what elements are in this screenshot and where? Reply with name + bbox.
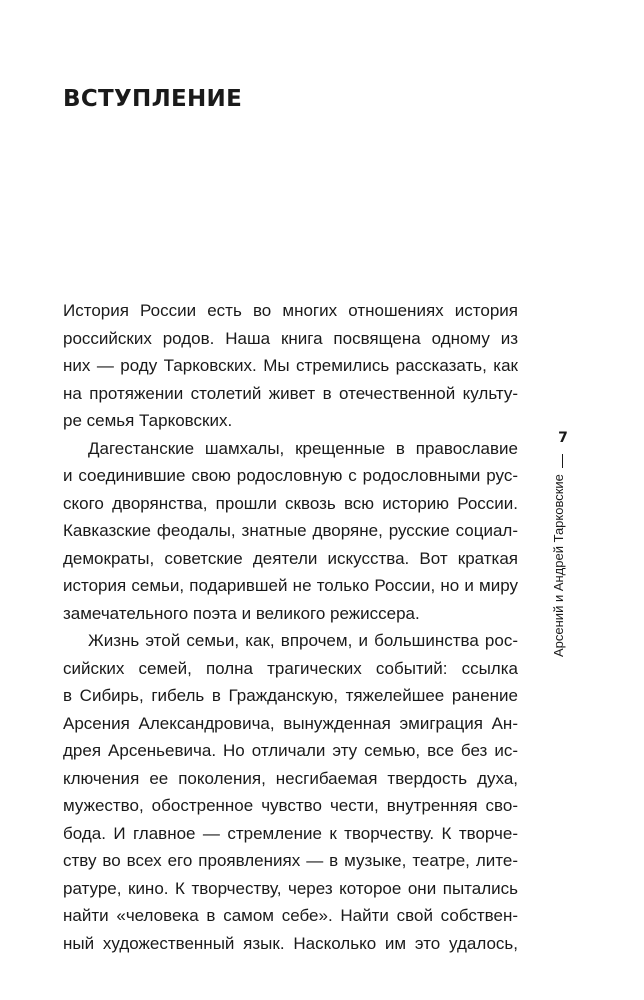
text-line: ского дворянства, прошли сквозь всю историю России. bbox=[63, 493, 518, 513]
text-line: мужество, обостренное чувство чести, внутренняя сво- bbox=[63, 796, 518, 815]
text-line: ключения ее поколения, несгибаемая твердость духа, bbox=[63, 768, 518, 788]
text-line: ный художественный язык. Насколько им это удалось, bbox=[63, 933, 518, 953]
text-line: них — роду Тарковских. Мы стремились рассказать, как bbox=[63, 356, 518, 375]
text-line: Кавказские феодалы, знатные дворяне, русские социал- bbox=[63, 521, 518, 540]
text-line: сийских семей, полна трагических событий: ссылка bbox=[63, 658, 518, 678]
text-line: Арсения Александровича, вынужденная эмиграция Ан- bbox=[63, 713, 518, 733]
paragraph-3 bbox=[63, 627, 518, 957]
text-line: и соединившие свою родословную с родословными рус- bbox=[63, 466, 518, 485]
text-line: ратуре, кино. К творчеству, через которое они пытались bbox=[63, 878, 518, 898]
page-number: 7 bbox=[558, 430, 568, 446]
paragraph-2 bbox=[63, 435, 518, 628]
paragraph-1 bbox=[63, 297, 518, 435]
text-line: бода. И главное — стремление к творчеству. К творче- bbox=[63, 823, 518, 843]
running-head bbox=[548, 430, 578, 690]
text-line: история семьи, подарившей не только России, но и миру bbox=[63, 576, 518, 595]
text-line: ре семья Тарковских. bbox=[63, 411, 233, 430]
chapter-title: ВСТУПЛЕНИЕ bbox=[63, 86, 243, 112]
text-line: Жизнь этой семьи, как, впрочем, и большинства рос- bbox=[88, 631, 518, 650]
running-head-divider bbox=[562, 454, 563, 468]
text-line: История России есть во многих отношениях история bbox=[63, 301, 518, 320]
text-line: российских родов. Наша книга посвящена одному из bbox=[63, 328, 518, 348]
text-line: ству во всех его проявлениях — в музыке, театре, лите- bbox=[63, 851, 518, 870]
text-line: на протяжении столетий живет в отечественной культу- bbox=[63, 383, 518, 403]
text-line: в Сибирь, гибель в Гражданскую, тяжелейшее ранение bbox=[63, 686, 518, 705]
text-line: Дагестанские шамхалы, крещенные в православие bbox=[88, 438, 518, 458]
running-head-book-title: Арсений и Андрей Тарковские bbox=[551, 474, 566, 657]
text-line: замечательного поэта и великого режиссера. bbox=[63, 603, 420, 623]
body-text bbox=[63, 297, 518, 957]
text-line: демократы, советские деятели искусства. Вот краткая bbox=[63, 548, 518, 568]
text-line: дрея Арсеньевича. Но отличали эту семью, все без ис- bbox=[63, 741, 518, 760]
text-line: найти «человека в самом себе». Найти свой собствен- bbox=[63, 906, 518, 925]
